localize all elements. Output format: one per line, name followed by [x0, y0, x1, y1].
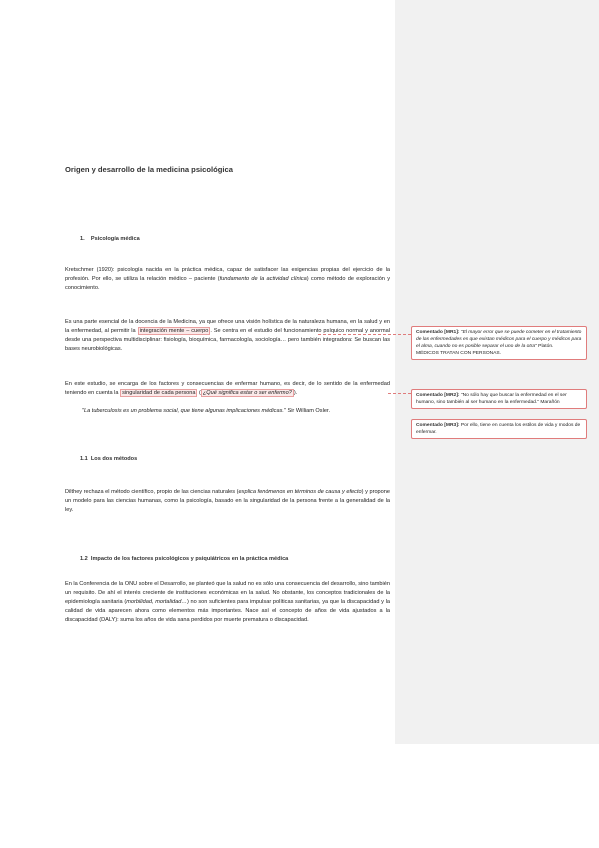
comment-mr2[interactable] — [411, 389, 587, 409]
section-title: Los dos métodos — [90, 456, 138, 462]
italic-run: explica fenómenos en términos de causa y efecto — [238, 489, 362, 495]
section-heading-1-1 — [80, 456, 137, 462]
text-run: Dilthey rechaza el método científico, propio de las ciencias naturales ( — [65, 489, 239, 495]
quote-osler — [82, 407, 392, 416]
section-number: 1.2 — [80, 556, 88, 562]
paragraph-dilthey — [65, 488, 390, 515]
comment-anchor-mr2[interactable]: singularidad de cada persona — [122, 390, 196, 396]
text-run: Kretschmer (1920): psicología nacida en la práctica médica, capaz de satisfacer las exigencias propias del ejercicio de la profesión. Por ello, se utiliza la relación médico – paciente ( — [65, 267, 390, 282]
comment-anchor-mr1[interactable]: integración mente – cuerpo — [139, 328, 209, 334]
text-run: ( — [197, 390, 201, 396]
text-run: ) como método de exploración y conocimiento. — [65, 276, 390, 291]
comment-italic: "El mayor error que se puede cometer en el tratamiento de las enfermedades es que existan médicos para el cuerpo y médicos para el alma, cuando no es posible separar el uno de la otra" — [416, 330, 582, 349]
section-title: Impacto de los factores psicológicos y psiquiátricos en la práctica médica — [90, 556, 289, 562]
quote-author: Sir William Osler. — [285, 408, 331, 414]
comment-text: Por ello, tiene en cuenta los estilos de vida y modos de enfermar. — [416, 423, 581, 435]
comment-label: Comentado [MR2]: — [416, 393, 460, 398]
section-title: Psicología médica — [90, 236, 140, 242]
paragraph-onu — [65, 580, 390, 625]
section-heading-1 — [80, 236, 140, 242]
comment-extra: MÉDICOS TRATAN CON PERSONAS. — [416, 351, 502, 356]
text-run: ) no son suficientes para impulsar políticas sanitarias, ya que la discapacidad y la calidad de vida aparecen ahora como elementos más importantes. Nace así el concepto de años de vida ajustados a la discapacidad (DALY): suma los años de vida sana perdidos por muerte prematura o discapacidad. — [65, 599, 390, 623]
comment-anchor-mr3[interactable]: ¿Qué significa estar o ser enfermo? — [202, 390, 292, 396]
comment-mr1[interactable] — [411, 326, 587, 360]
comment-connector-mr2 — [388, 393, 411, 394]
comment-text: "No sólo hay que buscar la enfermedad en el ser humano, sino también al ser humano en la enfermedad." Marañón — [416, 393, 567, 405]
italic-run: fundamento de la actividad clínica — [219, 276, 307, 282]
comment-label: Comentado [MR3]: — [416, 423, 460, 428]
document-title: Origen y desarrollo de la medicina psicológica — [65, 165, 233, 174]
comment-mr3[interactable] — [411, 419, 587, 439]
paragraph-estudio — [65, 380, 390, 398]
section-heading-1-2 — [80, 556, 288, 562]
text-run: Es una parte esencial de la docencia de la Medicina, ya que ofrece una visión holística de la naturaleza humana, en la salud y en la enfermedad, al permitir la — [65, 319, 390, 334]
comment-connector-mr1 — [318, 334, 411, 335]
text-run: . Se centra en el estudio del funcionamiento psíquico normal y anormal desde una perspectiva multidisciplinar: fisiología, bioquímica, farmacología, sociología… pero también integradora: Se buscan las bases neurobiológicas. — [65, 328, 391, 352]
comment-text: Platón. — [536, 344, 554, 349]
italic-run: morbilidad, mortalidad… — [126, 599, 187, 605]
section-number: 1. — [80, 236, 85, 242]
section-number: 1.1 — [80, 456, 88, 462]
text-run: En este estudio, se encarga de los factores y consecuencias de enfermar humano, es decir, de lo sentido de la enfermedad teniendo en cuenta la — [65, 381, 390, 396]
comment-pane — [395, 0, 599, 744]
text-run: ). — [293, 390, 298, 396]
comment-label: Comentado [MR1]: — [416, 330, 460, 335]
text-run: En la Conferencia de la ONU sobre el Desarrollo, se planteó que la salud no es sólo una consecuencia del desarrollo, sino también un requisito. De ahí el interés creciente de instituciones económicas en la salud. No obstante, los conceptos tradicionales de la epidemiología sanitaria ( — [65, 581, 390, 605]
paragraph-docencia — [65, 318, 390, 354]
text-run: ) y propone un modelo para las ciencias humanas, como la psicología, basado en la singularidad de la persona frente a la generalidad de la ley. — [65, 489, 390, 513]
paragraph-kretschmer — [65, 266, 390, 293]
quote-text: "La tuberculosis es un problema social, que tiene algunas implicaciones médicas." — [82, 408, 286, 414]
